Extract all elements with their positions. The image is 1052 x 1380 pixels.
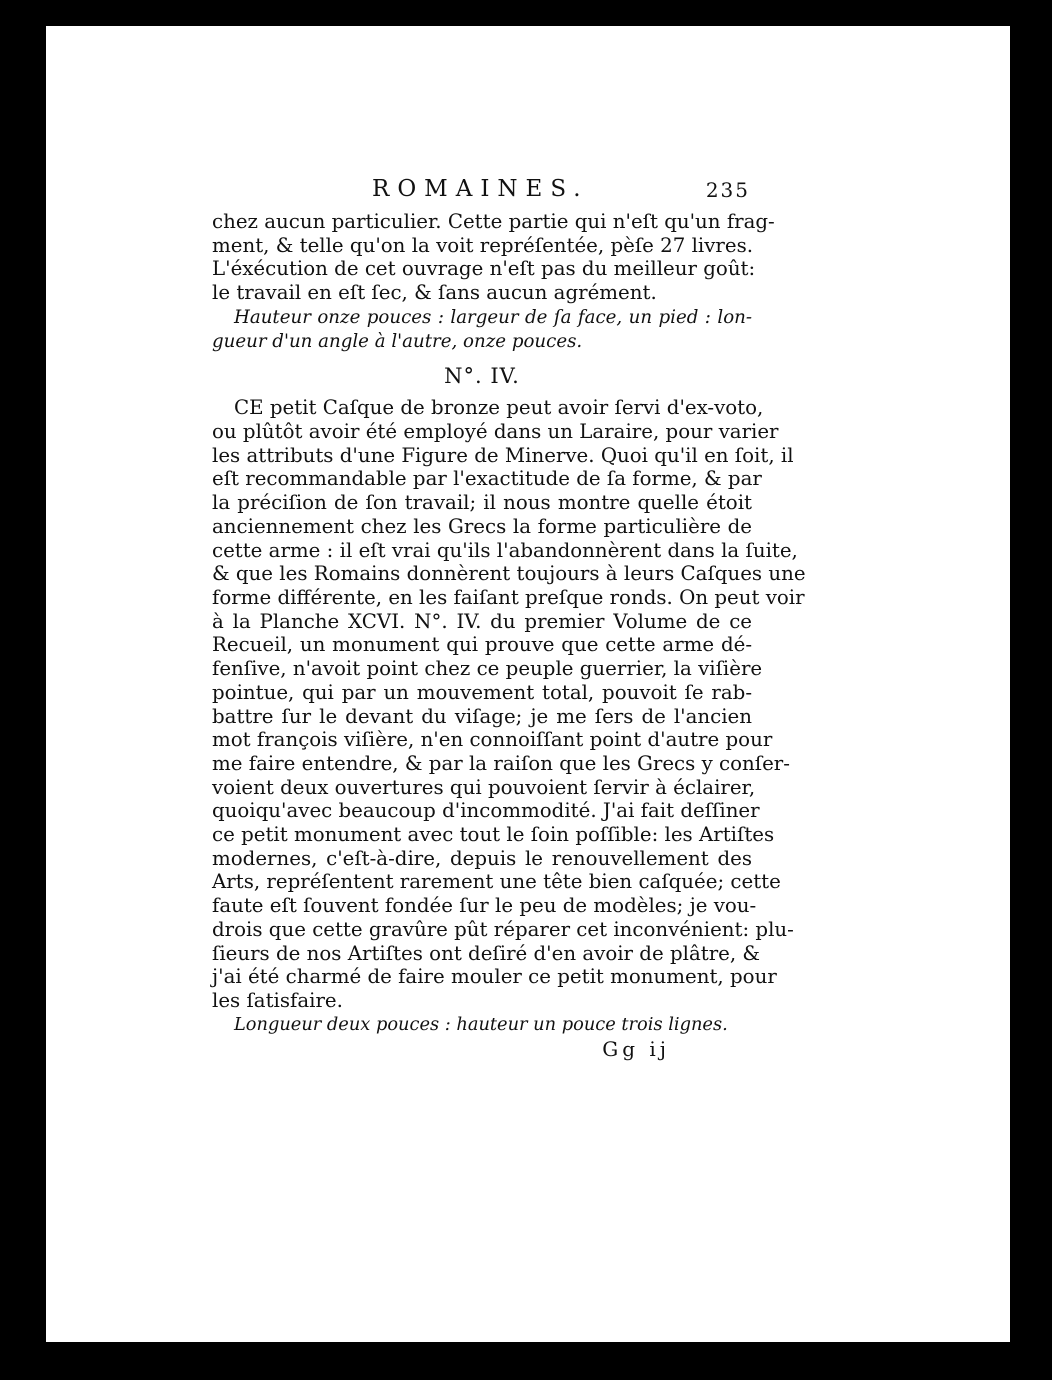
text-line: & que les Romains donnèrent toujours à leurs Caſques une — [212, 562, 806, 586]
text-line: battre ſur le devant du viſage; je me ſers de l'ancien — [212, 704, 752, 728]
text-line: Hauteur onze pouces : largeur de ſa face, un pied : lon- — [234, 307, 752, 329]
text-line: Longueur deux pouces : hauteur un pouce trois lignes. — [234, 1013, 728, 1035]
text-line: Recueil, un monument qui prouve que cette arme dé- — [212, 633, 752, 657]
running-title: ROMAINES. — [372, 176, 589, 202]
text-line: à la Planche XCVI. N°. IV. du premier Volume de ce — [212, 609, 752, 633]
text-line: ment, & telle qu'on la voit repréſentée, pèſe 27 livres. — [212, 233, 754, 257]
text-line: j'ai été charmé de faire mouler ce petit monument, pour — [212, 965, 777, 989]
text-line: me faire entendre, & par la raiſon que les Grecs y conſer- — [212, 751, 790, 775]
text-line: les ſatisfaire. — [212, 988, 343, 1012]
text-line: quoiqu'avec beaucoup d'incommodité. J'ai fait deſſiner — [212, 799, 760, 823]
text-line: les attributs d'une Figure de Minerve. Quoi qu'il en ſoit, il — [212, 443, 794, 467]
text-line: la préciſion de ſon travail; il nous montre quelle étoit — [212, 491, 752, 515]
dimensions-2 — [212, 1013, 752, 1037]
text-line: modernes, c'eſt-à-dire, depuis le renouvellement des — [212, 846, 752, 870]
text-line: voient deux ouvertures qui pouvoient ſervir à éclairer, — [212, 775, 756, 799]
text-line: mot françois viſière, n'en connoiſſant point d'autre pour — [212, 728, 773, 752]
text-line: CE petit Caſque de bronze peut avoir ſervi d'ex-voto, — [234, 396, 764, 420]
text-line: ou plûtôt avoir été employé dans un Laraire, pour varier — [212, 420, 779, 444]
text-line: cette arme : il eſt vrai qu'ils l'abandonnèrent dans la ſuite, — [212, 538, 798, 562]
text-line: Arts, repréſentent rarement une tête bien caſquée; cette — [212, 870, 781, 894]
text-line: pointue, qui par un mouvement total, pouvoit ſe rab- — [212, 680, 752, 704]
text-line: forme différente, en les faiſant preſque ronds. On peut voir — [212, 586, 805, 609]
text-line: faute eſt ſouvent fondée ſur le peu de modèles; je vou- — [212, 894, 757, 918]
text-line: ſieurs de nos Artiſtes ont deſiré d'en avoir de plâtre, & — [212, 941, 761, 965]
page-sheet — [46, 26, 1010, 1342]
paragraph-2 — [212, 396, 806, 1012]
text-line: drois que cette gravûre pût réparer cet inconvénient: plu- — [212, 917, 794, 941]
text-line: ce petit monument avec tout le ſoin poſſible: les Artiſtes — [212, 823, 775, 847]
page-number: 235 — [705, 178, 750, 202]
text-line: gueur d'un angle à l'autre, onze pouces. — [212, 331, 583, 353]
running-header — [212, 176, 752, 210]
text-line: chez aucun particulier. Cette partie qui n'eſt qu'un frag- — [212, 210, 775, 233]
text-line: L'éxécution de cet ouvrage n'eſt pas du meilleur goût: — [212, 257, 756, 281]
text-line: anciennement chez les Grecs la forme particulière de — [212, 514, 752, 538]
text-line: eſt recommandable par l'exactitude de ſa forme, & par — [212, 467, 762, 491]
paragraph-1 — [212, 210, 775, 304]
text-block — [212, 176, 806, 1061]
signature-mark: Gg ij — [602, 1036, 670, 1061]
text-line: fenſive, n'avoit point chez ce peuple guerrier, la viſière — [212, 657, 763, 681]
text-line: le travail en eſt ſec, & ſans aucun agrément. — [212, 280, 657, 304]
section-heading: N°. IV. — [444, 364, 520, 389]
dimensions-1 — [212, 306, 752, 354]
